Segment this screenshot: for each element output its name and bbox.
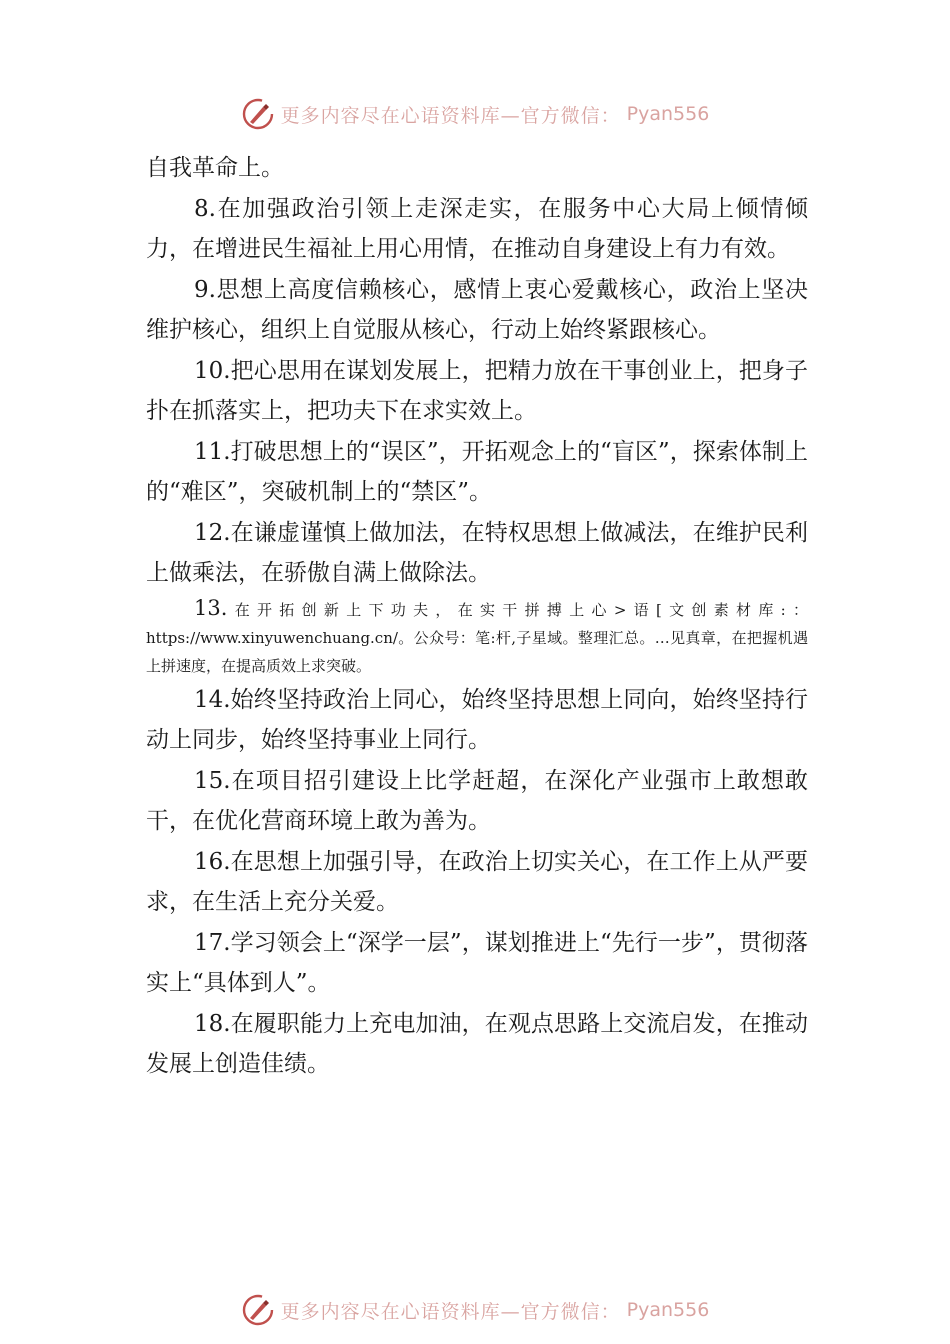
header-banner-text: 更多内容尽在心语资料库—官方微信： — [280, 104, 621, 127]
document-body — [146, 148, 808, 1085]
footer-banner — [0, 1290, 950, 1330]
paragraph-14: 14.始终坚持政治上同心，始终坚持思想上同向，始终坚持行动上同步，始终坚持事业上同行。 — [146, 686, 808, 753]
pen-logo-icon — [241, 1293, 275, 1327]
paragraph-13 — [146, 594, 808, 680]
footer-banner-text: 更多内容尽在心语资料库—官方微信： — [280, 1300, 621, 1323]
paragraph-17: 17.学习领会上“深学一层”，谋划推进上“先行一步”，贯彻落实上“具体到人”。 — [146, 929, 808, 996]
pen-logo-icon — [241, 97, 275, 131]
paragraph-13-number: 13. — [194, 595, 228, 620]
paragraph-9: 9.思想上高度信赖核心，感情上衷心爱戴核心，政治上坚决维护核心，组织上自觉服从核心，行动上始终紧跟核心。 — [146, 276, 808, 343]
paragraph-11: 11.打破思想上的“误区”，开拓观念上的“盲区”，探索体制上的“难区”，突破机制上的“禁区”。 — [146, 438, 808, 505]
paragraph-16: 16.在思想上加强引导，在政治上切实关心，在工作上从严要求，在生活上充分关爱。 — [146, 848, 808, 915]
header-wechat-id: Pyan556 — [626, 103, 710, 125]
paragraph-18: 18.在履职能力上充电加油，在观点思路上交流启发，在推动发展上创造佳绩。 — [146, 1010, 808, 1077]
paragraph-13-text: 在开拓创新上下功夫，在实干拼搏上心>语[文创素材库:：https://www.xinyuwenchuang.cn/。公众号：笔:杆,子星域。整理汇总。…见真章，在把握机遇上拼速度，在提高质效上求突破。 — [146, 600, 808, 675]
footer-wechat-id: Pyan556 — [626, 1299, 710, 1321]
paragraph-10: 10.把心思用在谋划发展上，把精力放在干事创业上，把身子扑在抓落实上，把功夫下在求实效上。 — [146, 357, 808, 424]
paragraph-8: 8.在加强政治引领上走深走实，在服务中心大局上倾情倾力，在增进民生福祉上用心用情，在推动自身建设上有力有效。 — [146, 195, 808, 262]
paragraph-12: 12.在谦虚谨慎上做加法，在特权思想上做减法，在维护民利上做乘法，在骄傲自满上做除法。 — [146, 519, 808, 586]
paragraph-15: 15.在项目招引建设上比学赶超，在深化产业强市上敢想敢干，在优化营商环境上敢为善为。 — [146, 767, 808, 834]
header-banner — [0, 94, 950, 134]
paragraph-continuation: 自我革命上。 — [146, 155, 284, 181]
